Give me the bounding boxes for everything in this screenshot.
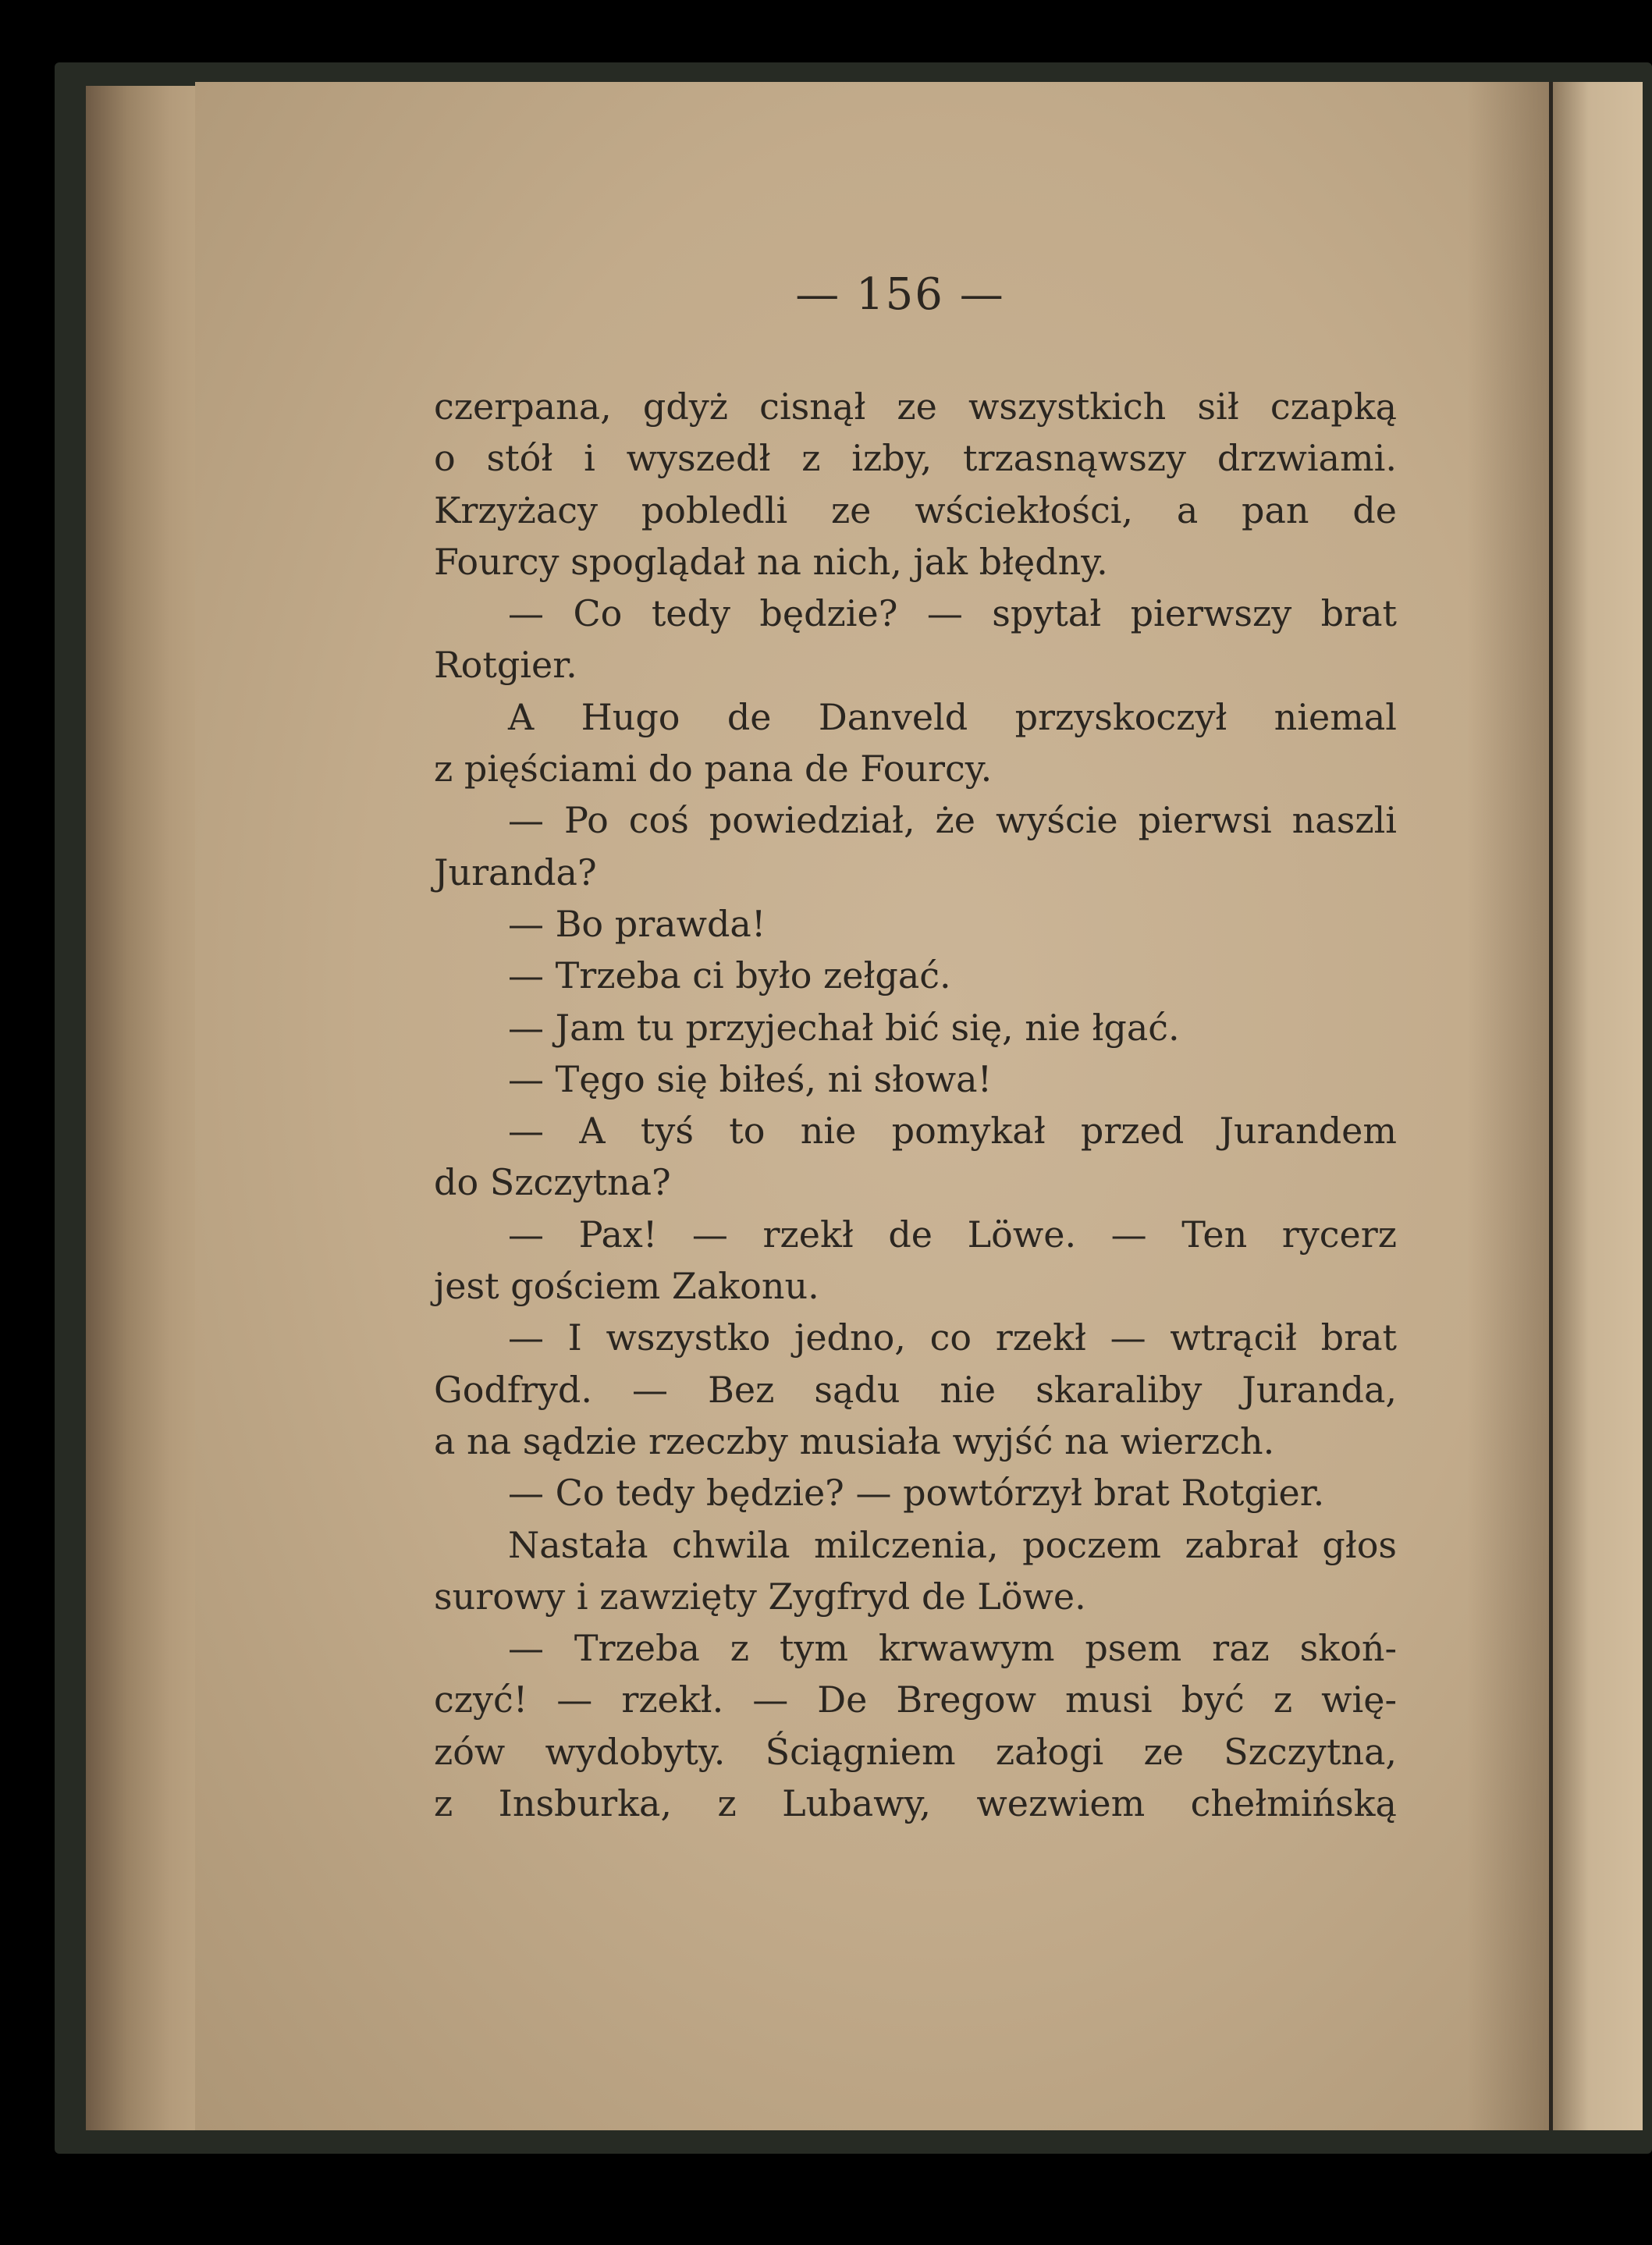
text-line: — Tęgo się biłeś, ni słowa! (508, 1057, 993, 1100)
text-line: — Pax! — rzekł de Löwe. — Ten rycerz (508, 1213, 1397, 1256)
gutter-shadow (1467, 82, 1553, 2130)
text-line: Krzyżacy pobledli ze wściekłości, a pan de (434, 488, 1397, 531)
page-number: — 156 — (795, 269, 1005, 320)
text-line: — Jam tu przyjechał bić się, nie łgać. (508, 1006, 1180, 1049)
text-line: — Trzeba ci było zełgać. (508, 954, 951, 997)
text-line: a na sądzie rzeczby musiała wyjść na wierzch. (434, 1419, 1275, 1462)
text-line: Rotgier. (434, 644, 577, 687)
text-line: Fourcy spoglądał na nich, jak błędny. (434, 540, 1108, 583)
text-line: — A tyś to nie pomykał przed Jurandem (508, 1110, 1397, 1153)
text-line: — Co tedy będzie? — powtórzył brat Rotgier. (508, 1472, 1325, 1515)
text-line: czyć! — rzekł. — De Bregow musi być z wię- (434, 1678, 1397, 1721)
text-line: Nastała chwila milczenia, poczem zabrał głos (508, 1523, 1397, 1566)
text-line: o stół i wyszedł z izby, trzasnąwszy drzwiami. (434, 437, 1397, 480)
text-line: Godfryd. — Bez sądu nie skaraliby Juranda, (434, 1368, 1397, 1411)
body-text (434, 381, 1397, 1829)
text-line: czerpana, gdyż cisnął ze wszystkich sił czapką (434, 385, 1397, 428)
text-line: — Co tedy będzie? — spytał pierwszy brat (508, 592, 1397, 635)
text-line: z pięściami do pana de Fourcy. (434, 748, 993, 790)
text-line: — I wszystko jedno, co rzekł — wtrącił brat (508, 1316, 1397, 1359)
text-line: A Hugo de Danveld przyskoczył niemal (508, 695, 1397, 738)
text-line: do Szczytna? (434, 1161, 671, 1204)
text-line: — Bo prawda! (508, 902, 766, 945)
text-line: z Insburka, z Lubawy, wezwiem chełmińską (434, 1782, 1397, 1825)
text-line: — Po coś powiedział, że wyście pierwsi naszli (508, 799, 1397, 842)
facing-page-edge (1553, 82, 1643, 2130)
text-line: zów wydobyty. Ściągniem załogi ze Szczytna, (434, 1730, 1397, 1773)
text-line: surowy i zawzięty Zygfryd de Löwe. (434, 1575, 1086, 1618)
text-line: Juranda? (434, 851, 597, 893)
text-line: jest gościem Zakonu. (434, 1265, 819, 1308)
text-line: — Trzeba z tym krwawym psem raz skoń- (508, 1627, 1397, 1670)
